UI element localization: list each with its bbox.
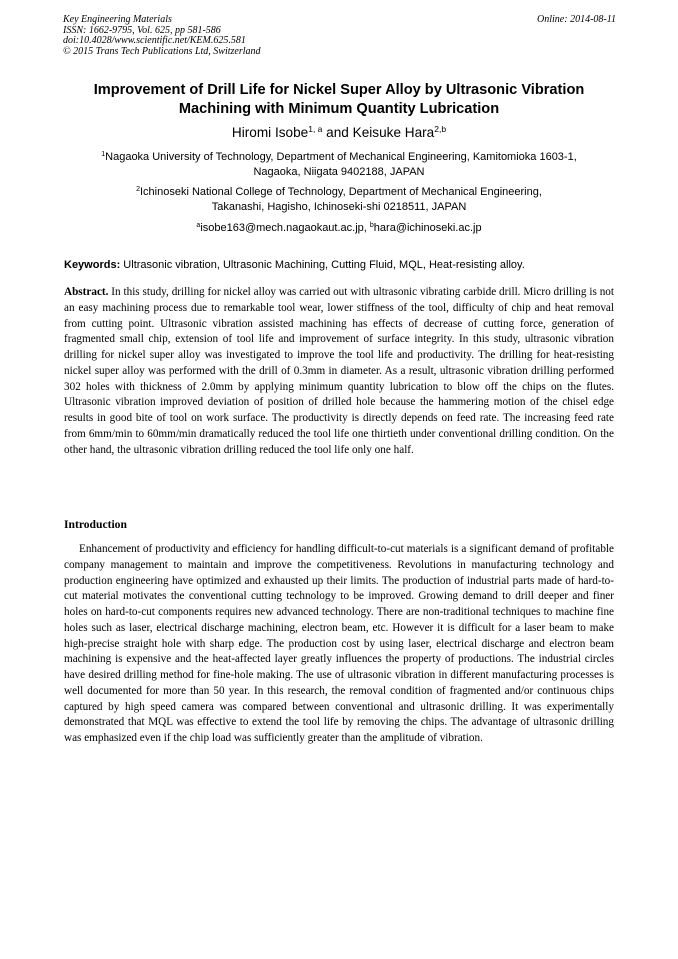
affiliation-1-line-2: Nagaoka, Niigata 9402188, JAPAN (253, 166, 425, 179)
affiliation-2 (40, 185, 638, 216)
journal-header (63, 15, 616, 57)
author-2-marker: 2,b (434, 124, 447, 134)
author-line (40, 124, 638, 142)
affiliation-1-line-1: Nagaoka University of Technology, Department of Mechanical Engineering, Kamitomioka 1603-1, (105, 151, 577, 163)
email-a-marker: a (196, 222, 201, 229)
affiliation-2-line-1: Ichinoseki National College of Technology, Department of Mechanical Engineering, (139, 186, 542, 198)
abstract-text: In this study, drilling for nickel alloy was carried out with ultrasonic vibrating carbide drill. Micro drilling is not an easy machining process due to remarkable tool wear, lower stiffness of the tool, difficulty of chip and heat removal from cutting point. Ultrasonic vibration assisted machining has effects of decrease of cutting force, generation of fragmented small chip, extension of tool life and improvement of surface integrity. In this study, ultrasonic vibration drilling for nickel super alloy was investigated to improve the tool life and productivity. The drilling for heat-resisting nickel super alloy was performed with the drill of 0.3mm in diameter. As a result, ultrasonic vibration drilling performed 302 holes with thickness of 2.0mm by applying minimum quantity lubrication to blow off the chips on the flutes. Ultrasonic vibration improved deviation of position of drilled hole because the hammering motion of the chisel edge results in good bite of tool on work surface. The productivity is directly depends on feed rate. The increasing feed rate from 6mm/min to 60mm/min dramatically reduced the tool life one thirtieth under conventional drilling condition. On the other hand, the ultrasonic vibration drilling reduced the tool life only one half. (64, 286, 614, 456)
section-heading-introduction: Introduction (64, 518, 127, 531)
doi-line: doi:10.4028/www.scientific.net/KEM.625.581 (63, 35, 246, 47)
abstract-label: Abstract. (64, 286, 109, 298)
title-line-2: Machining with Minimum Quantity Lubrication (178, 101, 500, 117)
keywords-text: Ultrasonic vibration, Ultrasonic Machining, Cutting Fluid, MQL, Heat-resisting alloy. (120, 259, 525, 271)
affiliation-2-line-2: Takanashi, Hagisho, Ichinoseki-shi 0218511, JAPAN (211, 201, 467, 214)
title-line-1: Improvement of Drill Life for Nickel Super Alloy by Ultrasonic Vibration (93, 82, 585, 98)
keywords-label: Keywords: (64, 259, 121, 271)
email-line (40, 221, 638, 236)
author-2: and Keisuke Hara (322, 125, 435, 140)
introduction-paragraph: Enhancement of productivity and efficiency for handling difficult-to-cut materials is a significant demand of profitable company management to maintain and improve the competitiveness. Revolutions in manufacturing technology and production engineering have optimized and exhausted up their limits. The production of industrial parts made of hard-to-cut material motivates the conventional cutting technology to be improved. Growing demand to drill deeper and finer holes on hard-to-cut components requires new advanced technology. There are non-traditional techniques to machine fine holes such as laser, electrical discharge machining, electron beam, etc. However it is difficult for a laser beam to make high-precise straight hole with sharp edge. The production cost by using laser, electrical discharge and electron beam machining is expensive and the heat-affected layer greatly influences the property of productions. The industrial circles have desired drilling method for fine-hole making. The use of ultrasonic vibration in different manufacturing processes is well documented for more than 50 year. In this research, the removal condition of fragmented and/or continuous chips captured by high speed camera was compared between conventional and ultrasonic drilling. It was experimentally demonstrated that MQL was effective to extend the tool life by removing the chips. The advantage of ultrasonic drilling was emphasized even if the chip load was sufficiently greater than the amplitude of vibration. (64, 543, 614, 744)
keywords (64, 258, 624, 273)
online-date: Online: 2014-08-11 (537, 14, 616, 25)
copyright-line: © 2015 Trans Tech Publications Ltd, Switzerland (63, 45, 261, 57)
issn-line: ISSN: 1662-9795, Vol. 625, pp 581-586 (63, 24, 221, 36)
author-1: Hiromi Isobe (231, 125, 309, 140)
affiliation-1-marker: 1 (101, 151, 106, 158)
journal-name: Key Engineering Materials (63, 14, 172, 25)
email-b: hara@ichinoseki.ac.jp (373, 222, 482, 234)
affiliation-2-marker: 2 (136, 186, 140, 193)
author-1-marker: 1, a (308, 124, 323, 134)
abstract (64, 285, 614, 458)
email-b-marker: b (369, 222, 374, 229)
email-a: isobe163@mech.nagaokaut.ac.jp, (200, 222, 370, 234)
affiliation-1 (40, 150, 638, 181)
paper-title (40, 81, 638, 119)
